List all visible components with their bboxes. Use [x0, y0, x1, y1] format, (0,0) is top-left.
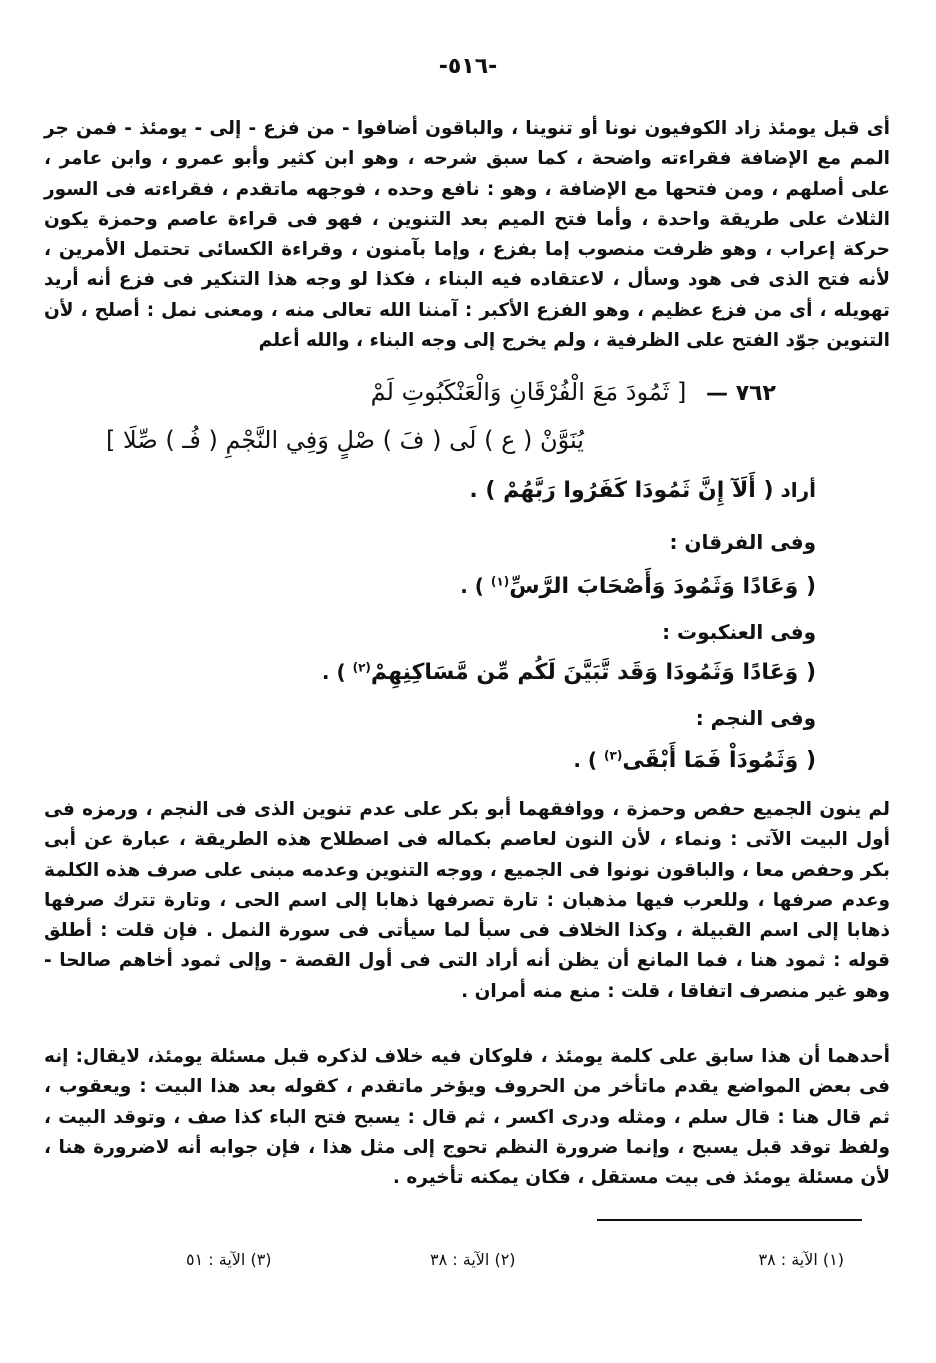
commentary-paragraph-2: [44, 795, 890, 1007]
quran-quote-3: [136, 660, 816, 685]
paragraph-text: لم ينون الجميع حفص وحمزة ، ووافقهما أبو بكر على عدم تنوين الذى فى النجم ، ورمزه فى أول البيت الآتى : ونماء ، لأن النون لعاصم بكماله فى اصطلاح هذه الطريقة ، عبارة عن أبى بكر وحفص معا ، والباقون نونوا فى الجميع ، ووجه التنوين وعدمه مبنى على صرف هذه الكلمة وعدم صرفها ، وللعرب فيها مذهبان : تارة تصرفها ذهابا إلى اسم الحى ، وتارة تترك صرفها ذهابا إلى اسم القبيلة ، وكذا الخلاف فى سبأ لما سيأتى فى سورة النمل . فإن قلت : أطلق قوله : ثمود هنا ، فما المانع أن يظن أنه أراد التى فى أول القصة - وإلى ثمود أخاهم صالحا - وهو غير منصرف اتفاقا ، قلت : منع منه أمران .: [44, 799, 890, 1002]
quran-quote-2: [136, 574, 816, 599]
surah-label-najm: [136, 706, 816, 730]
quote-text: ( أَلَآ إِنَّ ثَمُودَا كَفَرُوا رَبَّهُمْ ) .: [469, 478, 774, 503]
quran-quote-4: [136, 748, 816, 773]
footnote-2: (٢) الآية : ٣٨: [430, 1250, 516, 1269]
poem-verse-first-hemistich: [371, 378, 776, 406]
quote-lead: وفى النجم :: [695, 706, 816, 730]
paragraph-text: أحدهما أن هذا سابق على كلمة يومئذ ، فلوكان فيه خلاف لذكره قبل مسئلة يومئذ، لايقال: إنه فى بعض المواضع يقدم ماتأخر من الحروف ويؤخر ماتقدم ، كقوله بعد هذا البيت : ويعقوب ، ثم قال هنا : قال سلم ، ومثله ودرى اكسر ، ثم قال : يسبح فتح الباء كذا صف ، وتوقد البيت ، ولفظ توقد قبل يسبح ، وإنما ضرورة النظم تحوج إلى مثل هذا ، فإن جوابه أنه لاضرورة هنا ، لأن مسئلة يومئذ فى بيت مستقل ، فكان يمكنه تأخيره .: [44, 1046, 890, 1189]
quote-text: ( وَعَادًا وَثَمُودَ وَأَصْحَابَ الرَّسِّ: [509, 574, 816, 599]
quote-text: ( وَعَادًا وَثَمُودَا وَقَد تَّبَيَّنَ لَكُم مِّن مَّسَاكِنِهِمْ: [370, 660, 816, 685]
quote-lead: وفى العنكبوت :: [662, 620, 816, 644]
footnote-marker: (٢): [352, 660, 371, 675]
quote-tail: ) .: [321, 660, 346, 684]
footnote-marker: (٣): [604, 748, 623, 763]
verse-text: [ ثَمُودَ مَعَ الْفُرْقَانِ وَالْعَنْكَبُوتِ لَمْ: [370, 378, 687, 406]
commentary-paragraph-1: [44, 114, 890, 356]
footnote-marker: (١): [490, 574, 510, 589]
quote-lead: أراد: [780, 478, 816, 502]
quote-text: ( وَثَمُودَاْ فَمَا أَبْقَى: [622, 748, 816, 773]
verse-text: يُنَوَّنْ ( ع ) لَى ( فَ ) صْلٍ وَفِي النَّجْمِ ( فُـ ) صِّلَا ]: [106, 426, 584, 454]
commentary-paragraph-3: [44, 1042, 890, 1193]
surah-label-ankabut: [136, 620, 816, 644]
quote-tail: ) .: [460, 574, 484, 598]
quote-tail: ) .: [573, 748, 598, 772]
quran-quote-1: [136, 478, 816, 503]
footnote-1: (١) الآية : ٣٨: [758, 1250, 844, 1269]
footnote-3: (٣) الآية : ٥١: [186, 1250, 272, 1269]
paragraph-text: أى قبل يومئذ زاد الكوفيون نونا أو تنوينا ، والباقون أضافوا - من فزع - إلى - يومئذ - فمن جر المم مع الإضافة فقراءته واضحة ، كما سبق شرحه ، وهو ابن كثير وأبو عمرو ، وابن عامر ، على أصلهم ، ومن فتحها مع الإضافة ، وهو : نافع وحده ، فوجهه ماتقدم ، فقراءته فى السور الثلاث على طريقة واحدة ، وأما فتح الميم بعد التنوين ، فهو فى قراءة عاصم وحمزة يكون حركة إعراب ، وهو ظرفت منصوب إما بفزع ، وإما بآمنون ، وقراءة الكسائى تحتمل الأمرين ، لأنه فتح الذى فى هود وسأل ، لاعتقاده فيه البناء ، فكذا لو وجه هذا التنكير فى فزع أنه أريد تهويله ، أى من فزع عظيم ، وهو الفزع الأكبر : آمننا الله تعالى منه ، ومعنى نمل : أصلح ، لأن التنوين جوّد الفتح على الظرفية ، ولم يخرج إلى وجه البناء ، والله أعلم: [44, 118, 890, 352]
page-number: -٥١٦-: [438, 54, 498, 79]
poem-verse-second-hemistich: [106, 426, 866, 454]
quote-lead: وفى الفرقان :: [669, 530, 816, 554]
surah-label-furqan: [136, 530, 816, 554]
verse-number: ٧٦٢ —: [706, 381, 776, 406]
footnote-divider: [597, 1219, 862, 1221]
